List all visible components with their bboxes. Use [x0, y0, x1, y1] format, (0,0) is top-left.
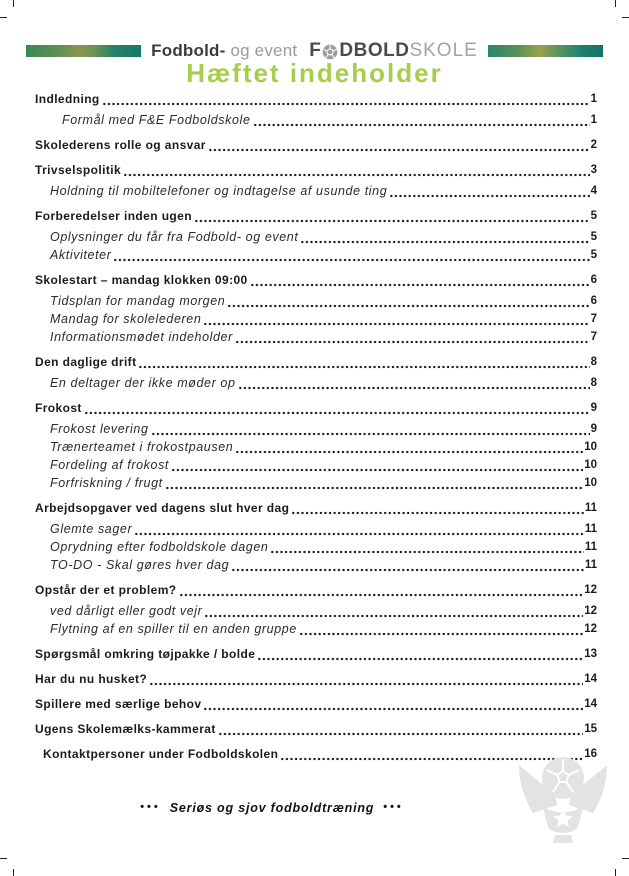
toc-entry — [35, 328, 597, 346]
toc-entry-label: Trivselspolitik — [35, 163, 122, 177]
toc-page-number: 10 — [584, 459, 597, 471]
header-gradient-bar-left — [26, 45, 141, 57]
dot-leader — [204, 614, 583, 618]
toc-entry — [35, 456, 597, 474]
dot-leader — [134, 532, 584, 536]
toc-entry — [35, 520, 597, 538]
toc-page-number: 13 — [584, 648, 597, 660]
dot-leader — [300, 240, 589, 244]
toc-entry — [35, 745, 597, 763]
toc-page-number: 16 — [584, 748, 597, 760]
toc-entry-label: Formål med F&E Fodboldskole — [62, 113, 251, 127]
toc-entry-label: Forfriskning / frugt — [50, 476, 163, 490]
toc-page-number: 1 — [590, 93, 597, 105]
toc-page-number: 10 — [584, 477, 597, 489]
toc-entry — [35, 499, 597, 517]
dot-leader — [84, 411, 590, 415]
toc-entry-label: Tidsplan for mandag morgen — [50, 294, 226, 308]
toc-entry — [35, 161, 597, 179]
crop-mark — [0, 17, 7, 18]
toc-entry — [35, 399, 597, 417]
brand-dbold-letters: DBOLD — [339, 40, 410, 61]
toc-entry — [35, 292, 597, 310]
dot-leader — [235, 450, 583, 454]
toc-page-number: 1 — [590, 114, 597, 126]
toc-page-number: 9 — [590, 423, 597, 435]
dot-leader — [270, 550, 583, 554]
toc-entry — [35, 246, 597, 264]
dot-leader — [291, 511, 583, 515]
toc — [35, 90, 597, 763]
toc-entry — [35, 720, 597, 738]
toc-entry — [35, 581, 597, 599]
toc-page-number: 12 — [584, 605, 597, 617]
toc-page-number: 14 — [584, 698, 597, 710]
toc-page-number: 11 — [584, 502, 597, 514]
toc-page-number: 14 — [584, 673, 597, 685]
dot-leader — [102, 102, 590, 106]
toc-page-number: 8 — [590, 377, 597, 389]
toc-entry-label: Opstår der et problem? — [35, 583, 177, 597]
toc-entry — [35, 310, 597, 328]
crop-mark — [13, 0, 14, 7]
crop-mark — [622, 858, 629, 859]
toc-entry-label: Mandag for skolelederen — [50, 312, 202, 326]
toc-page-number: 11 — [584, 541, 597, 553]
page-title: Hæftet indeholder — [186, 58, 443, 88]
toc-entry-label: Skolestart – mandag klokken 09:00 — [35, 273, 248, 287]
toc-entry-label: Trænerteamet i frokostpausen — [50, 440, 234, 454]
dot-leader — [123, 173, 590, 177]
brand-skole-letters: SKOLE — [409, 40, 478, 61]
tagline-text: Seriøs og sjov fodboldtræning — [169, 801, 375, 815]
toc-entry-label: Har du nu husket? — [35, 672, 148, 686]
toc-page-number: 11 — [584, 559, 597, 571]
toc-entry-label: Forberedelser inden ugen — [35, 209, 192, 223]
toc-entry — [35, 438, 597, 456]
dot-leader — [203, 322, 589, 326]
toc-entry — [35, 111, 597, 129]
toc-page-number: 5 — [590, 210, 597, 222]
dot-leader — [165, 486, 583, 490]
toc-entry-label: Skolederens rolle og ansvar — [35, 138, 206, 152]
dot-leader — [231, 568, 584, 572]
toc-entry — [35, 271, 597, 289]
crop-mark — [13, 869, 14, 876]
toc-page-number: 6 — [590, 274, 597, 286]
toc-entry — [35, 556, 597, 574]
dot-leader — [208, 148, 590, 152]
toc-entry-label: Glemte sager — [50, 522, 133, 536]
toc-page-number: 7 — [590, 313, 597, 325]
toc-entry — [35, 353, 597, 371]
footer-tagline — [31, 801, 513, 815]
toc-entry — [35, 602, 597, 620]
dot-leader — [253, 123, 590, 127]
dot-leader — [389, 194, 589, 198]
toc-entry — [35, 620, 597, 638]
toc-entry-label: Aktiviteter — [50, 248, 112, 262]
toc-entry-label: Frokost — [35, 401, 82, 415]
dot-leader — [113, 258, 589, 262]
toc-page-number: 5 — [590, 231, 597, 243]
toc-page-number: 15 — [584, 723, 597, 735]
toc-entry — [35, 228, 597, 246]
toc-entry — [35, 645, 597, 663]
toc-page-number: 9 — [590, 402, 597, 414]
toc-entry-label: Informationsmødet indeholder — [50, 330, 233, 344]
toc-page-number: 2 — [590, 139, 597, 151]
crop-mark — [622, 17, 629, 18]
toc-page-number: 3 — [590, 164, 597, 176]
toc-entry — [35, 420, 597, 438]
toc-entry — [35, 207, 597, 225]
toc-entry-label: En deltager der ikke møder op — [50, 376, 236, 390]
toc-entry — [35, 695, 597, 713]
dot-leader — [227, 304, 589, 308]
tagline-dots-right: ••• — [383, 801, 404, 813]
crop-mark — [615, 869, 616, 876]
dot-leader — [218, 732, 583, 736]
dot-leader — [171, 468, 583, 472]
toc-entry-label: Flytning af en spiller til en anden gruppe — [50, 622, 297, 636]
dot-leader — [194, 219, 590, 223]
toc-entry — [35, 136, 597, 154]
toc-page-number: 11 — [584, 523, 597, 535]
toc-entry-label: Indledning — [35, 92, 100, 106]
toc-entry-label: Den daglige drift — [35, 355, 137, 369]
brand-fodbold-text: Fodbold- — [151, 41, 226, 60]
toc-entry — [35, 182, 597, 200]
toc-page-number: 5 — [590, 249, 597, 261]
toc-page-number: 12 — [584, 623, 597, 635]
toc-page-number: 6 — [590, 295, 597, 307]
dot-leader — [179, 593, 584, 597]
toc-page-number: 4 — [590, 185, 597, 197]
toc-entry-label: Frokost levering — [50, 422, 149, 436]
toc-entry-label: Arbejdsopgaver ved dagens slut hver dag — [35, 501, 290, 515]
toc-entry — [35, 90, 597, 108]
toc-entry — [35, 670, 597, 688]
toc-page-number: 7 — [590, 331, 597, 343]
toc-page-number: 12 — [584, 584, 597, 596]
toc-entry-label: TO-DO - Skal gøres hver dag — [50, 558, 230, 572]
toc-entry-label: Holdning til mobiltelefoner og indtagelse af usunde ting — [50, 184, 388, 198]
brand-og-event-text: og event — [230, 41, 298, 60]
crop-mark — [0, 858, 7, 859]
brand-f-letter: F — [309, 40, 322, 61]
dot-leader — [235, 340, 590, 344]
header-gradient-bar-right — [488, 45, 603, 57]
toc-entry-label: Ugens Skolemælks-kammerat — [35, 722, 216, 736]
toc-entry — [35, 538, 597, 556]
dot-leader — [250, 283, 590, 287]
toc-page-number: 10 — [584, 441, 597, 453]
toc-entry — [35, 474, 597, 492]
tagline-dots-left: ••• — [140, 801, 161, 813]
toc-page-number: 8 — [590, 356, 597, 368]
dot-leader — [151, 432, 590, 436]
dot-leader — [257, 657, 583, 661]
dot-leader — [299, 632, 583, 636]
dot-leader — [238, 386, 590, 390]
football-trophy-emblem-logo — [517, 755, 609, 847]
dot-leader — [149, 682, 583, 686]
toc-entry-label: Oplysninger du får fra Fodbold- og event — [50, 230, 299, 244]
toc-entry-label: ved dårligt eller godt vejr — [50, 604, 203, 618]
toc-entry-label: Spillere med særlige behov — [35, 697, 202, 711]
toc-entry-label: Spørgsmål omkring tøjpakke / bolde — [35, 647, 256, 661]
toc-entry-label: Oprydning efter fodboldskole dagen — [50, 540, 269, 554]
toc-entry — [35, 374, 597, 392]
footer-gradient-bar — [31, 786, 513, 800]
dot-leader — [203, 707, 583, 711]
dot-leader — [138, 365, 589, 369]
toc-entry-label: Fordeling af frokost — [50, 458, 169, 472]
toc-entry-label: Kontaktpersoner under Fodboldskolen — [43, 747, 279, 761]
crop-mark — [615, 0, 616, 7]
